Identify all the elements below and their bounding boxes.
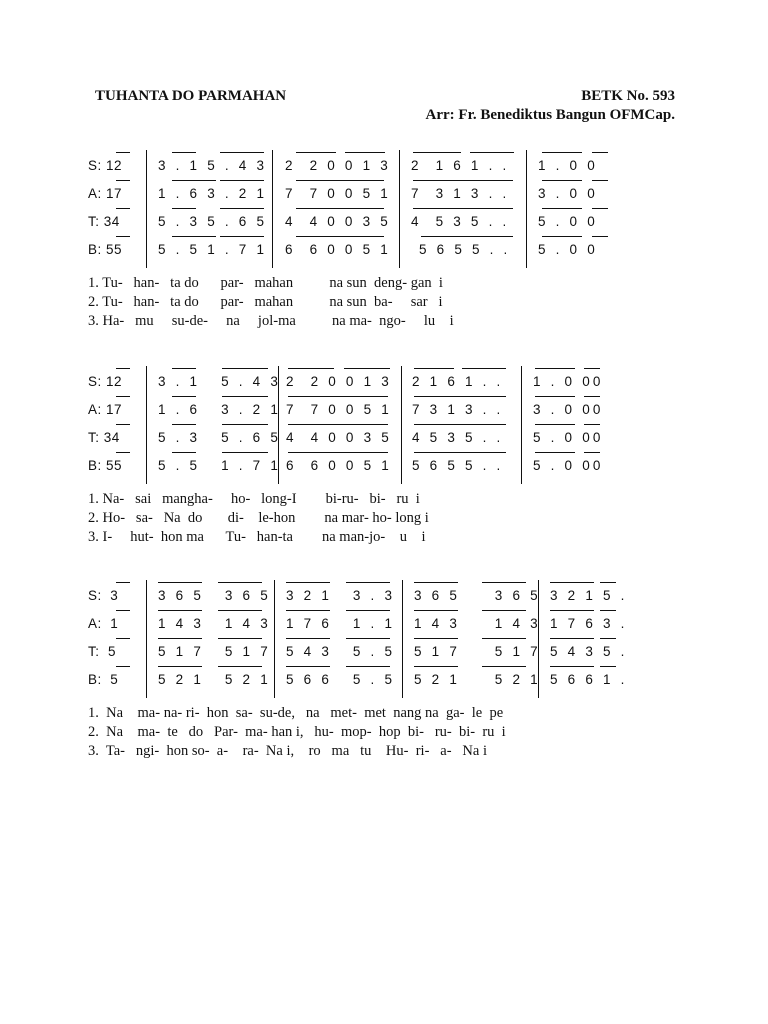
- beam-line: [600, 610, 616, 611]
- voice-label: S: 3: [88, 588, 119, 603]
- beam-line: [218, 610, 262, 611]
- beam-line: [222, 396, 268, 397]
- beam-line: [218, 638, 262, 639]
- beam-line: [286, 610, 330, 611]
- beam-line: [414, 582, 458, 583]
- beam-line: [116, 582, 130, 583]
- beam-line: [172, 424, 196, 425]
- voice-label: S: 12: [88, 374, 123, 389]
- beam-line: [482, 666, 526, 667]
- voice-label: T: 34: [88, 214, 120, 229]
- lyric-line: 1. Na- sai mangha- ho- long-I bi-ru- bi- ru i: [88, 491, 420, 507]
- voice-label: T: 34: [88, 430, 120, 445]
- beam-line: [172, 208, 196, 209]
- voice-label: A: 17: [88, 186, 123, 201]
- beam-line: [542, 208, 582, 209]
- beam-line: [288, 452, 388, 453]
- measure: 1 4 3 1 4 3: [414, 616, 541, 631]
- arranger-credit: Arr: Fr. Benediktus Bangun OFMCap.: [425, 107, 675, 123]
- beam-line: [482, 638, 526, 639]
- beam-line: [535, 396, 575, 397]
- beam-line: [462, 368, 506, 369]
- beam-line: [218, 582, 262, 583]
- beam-line: [414, 638, 458, 639]
- measure: 2 1 6 1 . .: [411, 158, 510, 173]
- beam-line: [584, 396, 600, 397]
- beam-line: [346, 638, 390, 639]
- beam-line: [220, 208, 264, 209]
- beam-line: [116, 396, 130, 397]
- lyric-line: 2. Na ma- te do Par- ma- han i, hu- mop- hop bi- ru- bi- ru i: [88, 724, 506, 740]
- measure: 3 . 0 0: [538, 186, 598, 201]
- voice-row-bass: [0, 670, 768, 690]
- lyric-line: 3. I- hut- hon ma Tu- han-ta na man-jo- u i: [88, 529, 426, 545]
- lyric-line: 3. Ha- mu su-de- na jol-ma na ma- ngo- lu i: [88, 313, 454, 329]
- beam-line: [600, 638, 616, 639]
- voice-label: A: 1: [88, 616, 119, 631]
- beam-line: [288, 368, 334, 369]
- measure: 3 6 5 3 6 5: [158, 588, 271, 603]
- measure: 5 . 3 5 . 6 5: [158, 430, 282, 445]
- measure: 7 3 1 3 . .: [411, 186, 510, 201]
- beam-line: [535, 368, 575, 369]
- beam-line: [421, 236, 513, 237]
- measure: 2 2 0 0 1 3: [285, 158, 391, 173]
- voice-row-soprano: [0, 372, 768, 392]
- beam-line: [222, 452, 268, 453]
- measure: 3 2 1 3 . 3: [286, 588, 396, 603]
- beam-line: [600, 582, 616, 583]
- beam-line: [296, 236, 384, 237]
- measure: 1 . 6 3 . 2 1: [158, 402, 282, 417]
- beam-line: [286, 582, 330, 583]
- voice-row-tenor: [0, 212, 768, 232]
- lyric-line: 1. Tu- han- ta do par- mahan na sun deng- gan i: [88, 275, 443, 291]
- measure: 3 2 1 5 .: [550, 588, 628, 603]
- beam-line: [592, 152, 608, 153]
- measure: 5 . 0 00: [533, 458, 604, 473]
- measure: 6 6 0 0 5 1: [285, 242, 391, 257]
- measure: 3 6 5 3 6 5: [414, 588, 541, 603]
- beam-line: [346, 610, 390, 611]
- voice-label: S: 12: [88, 158, 123, 173]
- beam-line: [584, 368, 600, 369]
- voice-label: B: 5: [88, 672, 119, 687]
- beam-line: [592, 208, 608, 209]
- measure: 5 2 1 5 2 1: [158, 672, 271, 687]
- measure: 4 5 3 5 . .: [412, 430, 504, 445]
- measure: 7 7 0 0 5 1: [285, 186, 391, 201]
- beam-line: [414, 610, 458, 611]
- beam-line: [296, 208, 384, 209]
- beam-line: [550, 638, 594, 639]
- beam-line: [172, 452, 196, 453]
- beam-line: [344, 368, 390, 369]
- beam-line: [296, 180, 384, 181]
- beam-line: [414, 666, 458, 667]
- beam-line: [413, 180, 513, 181]
- beam-line: [482, 582, 526, 583]
- measure: 5 4 3 5 .: [550, 644, 628, 659]
- measure: 1 . 0 0: [538, 158, 598, 173]
- beam-line: [413, 208, 513, 209]
- measure: 5 . 5 1 . 7 1: [158, 458, 282, 473]
- beam-line: [220, 152, 264, 153]
- voice-row-soprano: [0, 156, 768, 176]
- beam-line: [172, 236, 216, 237]
- voice-label: T: 5: [88, 644, 117, 659]
- measure: 2 2 0 0 1 3: [286, 374, 392, 389]
- beam-line: [222, 424, 268, 425]
- measure: 1 7 6 3 .: [550, 616, 628, 631]
- beam-line: [414, 396, 506, 397]
- beam-line: [158, 666, 202, 667]
- beam-line: [542, 152, 582, 153]
- measure: 7 3 1 3 . .: [412, 402, 504, 417]
- song-title: TUHANTA DO PARMAHAN: [95, 88, 287, 104]
- beam-line: [535, 452, 575, 453]
- beam-line: [550, 582, 594, 583]
- voice-row-tenor: [0, 642, 768, 662]
- beam-line: [116, 638, 130, 639]
- beam-line: [414, 368, 454, 369]
- hymn-number: BETK No. 593: [581, 88, 675, 104]
- voice-row-bass: [0, 456, 768, 476]
- beam-line: [158, 638, 202, 639]
- beam-line: [550, 666, 594, 667]
- beam-line: [116, 208, 130, 209]
- lyric-line: 3. Ta- ngi- hon so- a- ra- Na i, ro ma tu Hu- ri- a- Na i: [88, 743, 487, 759]
- measure: 1 . 0 00: [533, 374, 604, 389]
- measure: 5 2 1 5 2 1: [414, 672, 541, 687]
- voice-row-alto: [0, 614, 768, 634]
- beam-line: [414, 424, 506, 425]
- measure: 5 1 7 5 1 7: [158, 644, 271, 659]
- measure: 3 . 1 5 . 4 3: [158, 374, 282, 389]
- beam-line: [584, 424, 600, 425]
- beam-line: [584, 452, 600, 453]
- beam-line: [172, 152, 196, 153]
- beam-line: [116, 424, 130, 425]
- measure: 5 . 5 1 . 7 1: [158, 242, 268, 257]
- beam-line: [288, 396, 388, 397]
- voice-row-tenor: [0, 428, 768, 448]
- measure: 5 6 5 5 . .: [412, 458, 504, 473]
- measure: 5 6 6 5 . 5: [286, 672, 396, 687]
- beam-line: [220, 236, 264, 237]
- voice-label: B: 55: [88, 242, 123, 257]
- beam-line: [346, 666, 390, 667]
- measure: 3 . 0 00: [533, 402, 604, 417]
- beam-line: [550, 610, 594, 611]
- beam-line: [218, 666, 262, 667]
- measure: 7 7 0 0 5 1: [286, 402, 392, 417]
- measure: 5 . 0 0: [538, 242, 598, 257]
- voice-label: B: 55: [88, 458, 123, 473]
- beam-line: [296, 152, 336, 153]
- measure: 2 1 6 1 . .: [412, 374, 504, 389]
- beam-line: [542, 180, 582, 181]
- voice-row-alto: [0, 184, 768, 204]
- measure: 5 . 3 5 . 6 5: [158, 214, 268, 229]
- measure: 5 1 7 5 1 7: [414, 644, 541, 659]
- lyric-line: 1. Na ma- na- ri- hon sa- su-de, na met- met nang na ga- le pe: [88, 705, 504, 721]
- beam-line: [116, 180, 130, 181]
- beam-line: [220, 180, 264, 181]
- beam-line: [542, 236, 582, 237]
- measure: 5 6 6 1 .: [550, 672, 628, 687]
- measure: 1 7 6 1 . 1: [286, 616, 396, 631]
- measure: 3 . 1 5 . 4 3: [158, 158, 268, 173]
- beam-line: [172, 368, 196, 369]
- beam-line: [116, 236, 130, 237]
- beam-line: [482, 610, 526, 611]
- measure: 6 6 0 0 5 1: [286, 458, 392, 473]
- lyric-line: 2. Ho- sa- Na do di- le-hon na mar- ho- long i: [88, 510, 429, 526]
- beam-line: [286, 666, 330, 667]
- beam-line: [286, 638, 330, 639]
- lyric-line: 2. Tu- han- ta do par- mahan na sun ba- sar i: [88, 294, 443, 310]
- beam-line: [413, 152, 461, 153]
- beam-line: [592, 180, 608, 181]
- beam-line: [158, 610, 202, 611]
- beam-line: [172, 396, 196, 397]
- voice-row-alto: [0, 400, 768, 420]
- beam-line: [116, 666, 130, 667]
- beam-line: [116, 152, 130, 153]
- measure: 4 4 0 0 3 5: [285, 214, 391, 229]
- measure: 5 . 0 00: [533, 430, 604, 445]
- beam-line: [116, 368, 130, 369]
- beam-line: [346, 582, 390, 583]
- measure: 1 4 3 1 4 3: [158, 616, 271, 631]
- measure: 4 4 0 0 3 5: [286, 430, 392, 445]
- measure: 1 . 6 3 . 2 1: [158, 186, 268, 201]
- measure: 4 5 3 5 . .: [411, 214, 510, 229]
- beam-line: [345, 152, 385, 153]
- measure: 5 6 5 5 . .: [419, 242, 511, 257]
- measure: 5 4 3 5 . 5: [286, 644, 396, 659]
- beam-line: [414, 452, 506, 453]
- beam-line: [116, 610, 130, 611]
- beam-line: [222, 368, 268, 369]
- beam-line: [535, 424, 575, 425]
- beam-line: [288, 424, 388, 425]
- measure: 5 . 0 0: [538, 214, 598, 229]
- beam-line: [470, 152, 514, 153]
- voice-label: A: 17: [88, 402, 123, 417]
- beam-line: [172, 180, 216, 181]
- beam-line: [158, 582, 202, 583]
- voice-row-soprano: [0, 586, 768, 606]
- beam-line: [592, 236, 608, 237]
- beam-line: [600, 666, 616, 667]
- beam-line: [116, 452, 130, 453]
- voice-row-bass: [0, 240, 768, 260]
